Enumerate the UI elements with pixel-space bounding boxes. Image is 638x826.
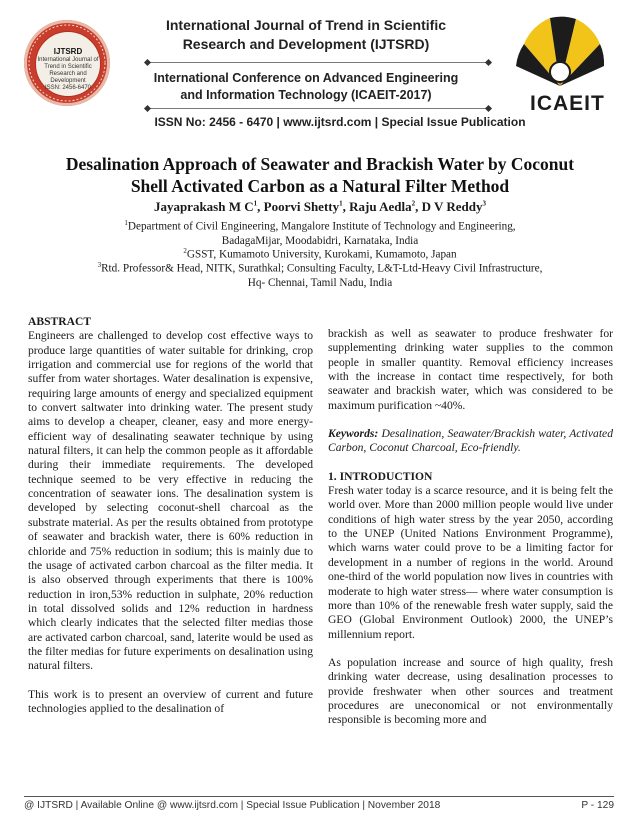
abstract-continuation: brackish as well as seawater to produce freshwater for supplementing drinking water supplies to the common people in smaller quantity. Removal efficiency increases with the increase in contact time respectively, for both seawater and brackish water, which was considered to be maximum purification ~40%. xyxy=(328,327,613,412)
introduction-heading: 1. INTRODUCTION xyxy=(328,469,433,483)
ijtsrd-logo xyxy=(24,20,110,106)
author: Raju Aedla$^2$, xyxy=(349,199,422,214)
introduction-paragraph-2: As population increase and source of high quality, fresh drinking water decrease, using desalination processes to provide freshwater when other sources and treatment procedures are uneconomical or not environmentally responsible is becoming more and xyxy=(328,655,613,727)
author: D V Reddy$^3$ xyxy=(421,199,487,214)
diamond-icon xyxy=(144,105,151,112)
author: Jayaprakash M $C^1$, xyxy=(153,199,264,214)
right-column xyxy=(328,327,613,728)
diamond-icon xyxy=(485,105,492,112)
diamond-icon xyxy=(144,59,151,66)
author: Poorvi Shetty$^1$, xyxy=(263,199,350,214)
icaeit-logo xyxy=(510,8,610,124)
footer-citation: @ IJTSRD | Available Online @ www.ijtsrd.com | Special Issue Publication | November 2018 xyxy=(24,800,441,811)
journal-title-line1: International Journal of Trend in Scientific xyxy=(165,17,447,33)
page-header xyxy=(0,0,638,140)
keywords-label: Keywords: xyxy=(328,427,379,441)
logo-subtitle: International Journal of Trend in Scientific Research and Development xyxy=(37,57,99,84)
header-divider-2 xyxy=(148,108,488,109)
icaeit-logo-text: ICAEIT xyxy=(530,92,605,115)
keywords xyxy=(328,427,613,456)
conference-title-line1: International Conference on Advanced Engineering xyxy=(153,71,459,85)
journal-title-line2: Research and Development (IJTSRD) xyxy=(182,36,430,52)
footer-rule xyxy=(24,796,614,797)
logo-inner-disc xyxy=(35,31,101,97)
abstract-paragraph: Engineers are challenged to develop cost effective ways to produce large quantities of water suitable for drinking, crop irrigation and commercial use for regions of the world that suffer from water shortages. Water desalination is expensive, requiring large amounts of energy and specialized equipment to convert saltwater into drinking water. The present study aims to develop a cheaper, cleaner, easy and more energy-efficient way of desalinating seawater technique by using natural filters, it can help the common people as it affordable during their immediate requirements. The developed technique seemed to be very effective in reducing the concentration of seawater ions. The desalination system is developed by selecting coconut-shell charcoal as the substrate material. As per the results obtained from prototype of seawater and brackish water, there is 60% reduction in chloride and 75% reduction in sodium; this is mainly due to the usage of activated carbon charcoal as the filter media. It is also observed through experiments that there is 100% reduction in iron,53% reduction in sulphate, 20% reduction in total dissolved solids and 12% reduction in hardness which clearly indicates that the selected filter medias those are activated carbon charcoal, sand, laterite would be used as the filter medias for future experiments on desalination using natural filters. xyxy=(28,329,313,673)
conference-title-line2: and Information Technology (ICAEIT-2017) xyxy=(180,88,432,102)
logo-issn: ISSN: 2456-6470 xyxy=(44,85,92,91)
diamond-icon xyxy=(485,59,492,66)
header-divider-1 xyxy=(148,62,488,63)
introduction-paragraph: Fresh water today is a scarce resource, and it is being felt the world over. More than 2000 million people would live under conditions of high water stress by the year 2050, according to the UNEP (United Nations Environment Programme), which warns water could prove to be a limiting factor for development in a number of regions in the world. Around one-third of the world population now lives in countries with moderate to high water stress— where water consumption is more than 10% of the renewable fresh water supply, said the GEO (Global Environment Outlook) 2000, the UNEP’s millennium report. xyxy=(328,484,613,641)
author-list xyxy=(30,199,610,215)
page-footer xyxy=(24,800,614,811)
affiliation-2: $^2$GSST, Kumamoto University, Kurokami, Kumamoto, Japan xyxy=(183,247,457,261)
paper-title xyxy=(30,153,610,197)
abstract-heading: ABSTRACT xyxy=(28,315,92,328)
affiliation-1: $^1$Department of Civil Engineering, Mangalore Institute of Technology and Engineering, BadagaMijar, Moodabidri, Karnataka, India xyxy=(124,219,516,247)
conference-title xyxy=(116,70,496,104)
affiliation-3: $^3$Rtd. Professor& Head, NITK, Surathkal; Consulting Faculty, L&T-Ltd-Heavy Civil Infrastructure, Hq- Chennai, Tamil Nadu, India xyxy=(97,261,543,289)
paper-title-line2: Shell Activated Carbon as a Natural Filter Method xyxy=(130,176,510,196)
icaeit-emblem-icon xyxy=(510,8,610,92)
issn-line: ISSN No: 2456 - 6470 | www.ijtsrd.com | Special Issue Publication xyxy=(154,115,526,129)
journal-title xyxy=(116,16,496,54)
page-number: P - 129 xyxy=(581,800,614,811)
abstract-paragraph-2: This work is to present an overview of current and future technologies applied to the desalination of xyxy=(28,687,313,715)
keywords-text: Desalination, Seawater/Brackish water, Activated Carbon, Coconut Charcoal, Eco-friendly. xyxy=(328,427,613,455)
paper-title-line1: Desalination Approach of Seawater and Brackish Water by Coconut xyxy=(65,154,575,174)
logo-title: IJTSRD xyxy=(53,47,83,56)
left-column xyxy=(28,315,313,716)
